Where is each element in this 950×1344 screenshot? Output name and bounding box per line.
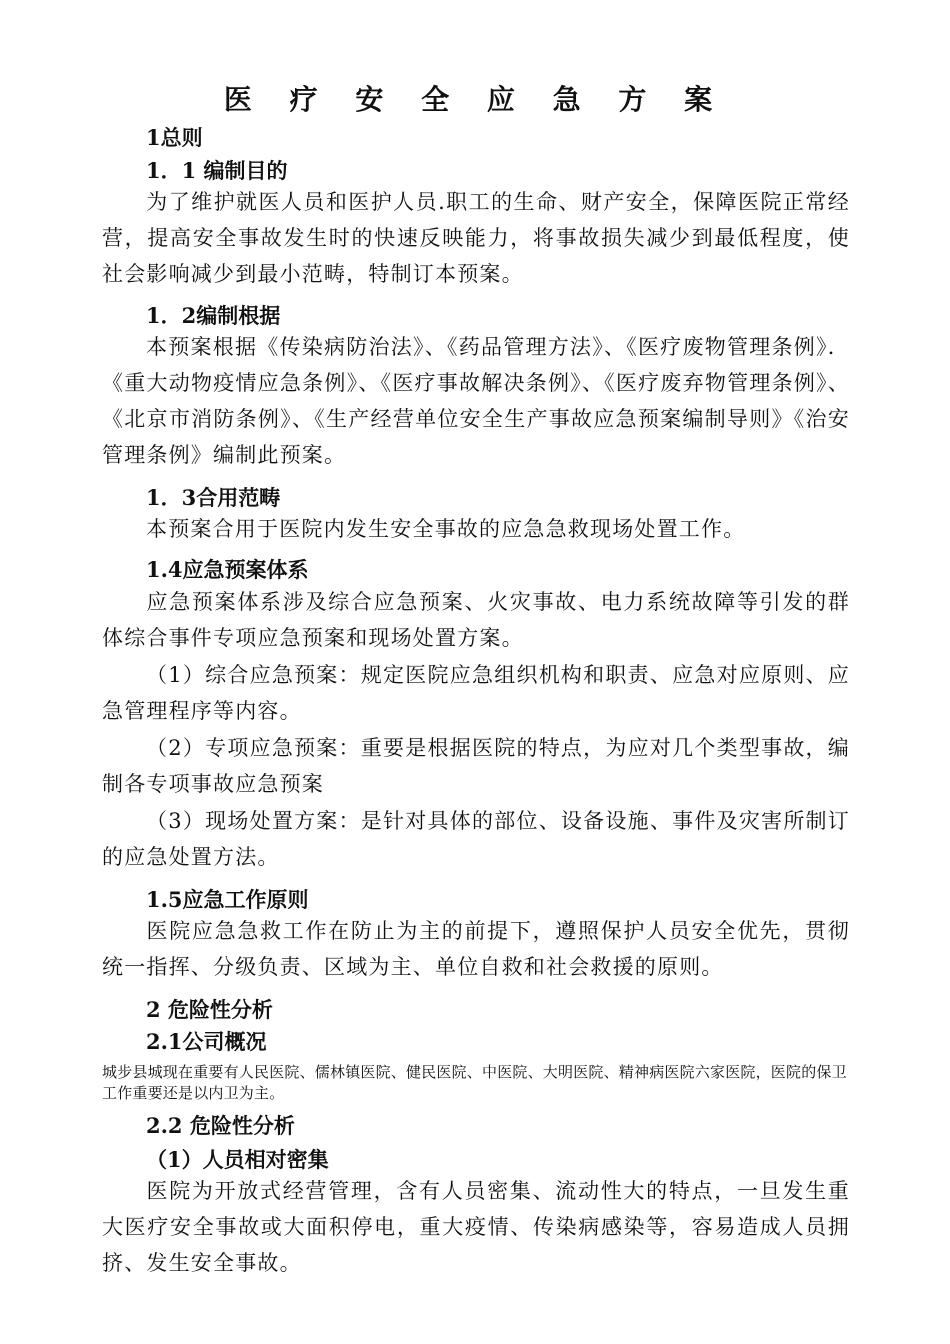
section-heading-1-2: 1．2编制根据 (146, 303, 281, 328)
paragraph-1-5 (102, 913, 850, 985)
paragraph-1-2-text: 本预案根据《传染病防治法》、《药品管理方法》、《医疗废物管理条例》．《重大动物疫情应急条例》、《医疗事故解决条例》、《医疗废弃物管理条例》、《北京市消防条例》、《生产经营单位安全生产事故应急预案编制导则》《治安管理条例》编制此预案。 (102, 335, 850, 467)
paragraph-1-4 (102, 584, 850, 656)
paragraph-1-3-text: 本预案合用于医院内发生安全事故的应急急救现场处置工作。 (146, 517, 746, 541)
list-item-1-4-1 (102, 657, 850, 729)
list-item-1-4-1-text: （1）综合应急预案：规定医院应急组织机构和职责、应急对应原则、应急管理程序等内容。 (102, 663, 850, 723)
section-heading-1-5: 1.5应急工作原则 (146, 887, 309, 912)
section-heading-1-4: 1.4应急预案体系 (146, 557, 309, 582)
paragraph-1-1-text: 为了维护就医人员和医护人员.职工的生命、财产安全，保障医院正常经营，提高安全事故发生时的快速反映能力，将事故损失减少到最低程度，使社会影响减少到最小范畴，特制订本预案。 (102, 190, 850, 286)
section-heading-1-3: 1．3合用范畴 (146, 485, 281, 510)
list-item-1-4-2-text: （2）专项应急预案：重要是根据医院的特点，为应对几个类型事故，编制各专项事故应急预案 (102, 736, 850, 796)
paragraph-1-3 (102, 511, 850, 547)
section-heading-2-1: 2.1公司概况 (146, 1029, 267, 1054)
paragraph-2-2-1 (102, 1173, 850, 1281)
list-item-1-4-3 (102, 803, 850, 875)
document-title: 医 疗 安 全 应 急 方 案 (223, 83, 727, 116)
section-heading-2-2-1: （1）人员相对密集 (146, 1147, 329, 1172)
list-item-1-4-3-text: （3）现场处置方案：是针对具体的部位、设备设施、事件及灾害所制订的应急处置方法。 (102, 809, 850, 869)
paragraph-2-1: 城步县城现在重要有人民医院、儒林镇医院、健民医院、中医院、大明医院、精神病医院六家医院，医院的保卫工作重要还是以内卫为主。 (102, 1063, 847, 1102)
section-heading-1: 1总则 (146, 125, 203, 150)
section-heading-2-2: 2.2 危险性分析 (146, 1113, 295, 1138)
list-item-1-4-2 (102, 730, 850, 802)
section-heading-2: 2 危险性分析 (146, 997, 273, 1022)
paragraph-2-2-1-text: 医院为开放式经营管理，含有人员密集、流动性大的特点，一旦发生重大医疗安全事故或大面积停电，重大疫情、传染病感染等，容易造成人员拥挤、发生安全事故。 (102, 1179, 850, 1275)
section-heading-1-1: 1．1 编制目的 (146, 158, 288, 183)
paragraph-1-5-text: 医院应急急救工作在防止为主的前提下，遵照保护人员安全优先，贯彻统一指挥、分级负责、区域为主、单位自救和社会救援的原则。 (102, 919, 850, 979)
paragraph-1-2 (102, 329, 850, 473)
paragraph-1-4-text: 应急预案体系涉及综合应急预案、火灾事故、电力系统故障等引发的群体综合事件专项应急预案和现场处置方案。 (102, 590, 850, 650)
paragraph-1-1 (102, 184, 850, 292)
